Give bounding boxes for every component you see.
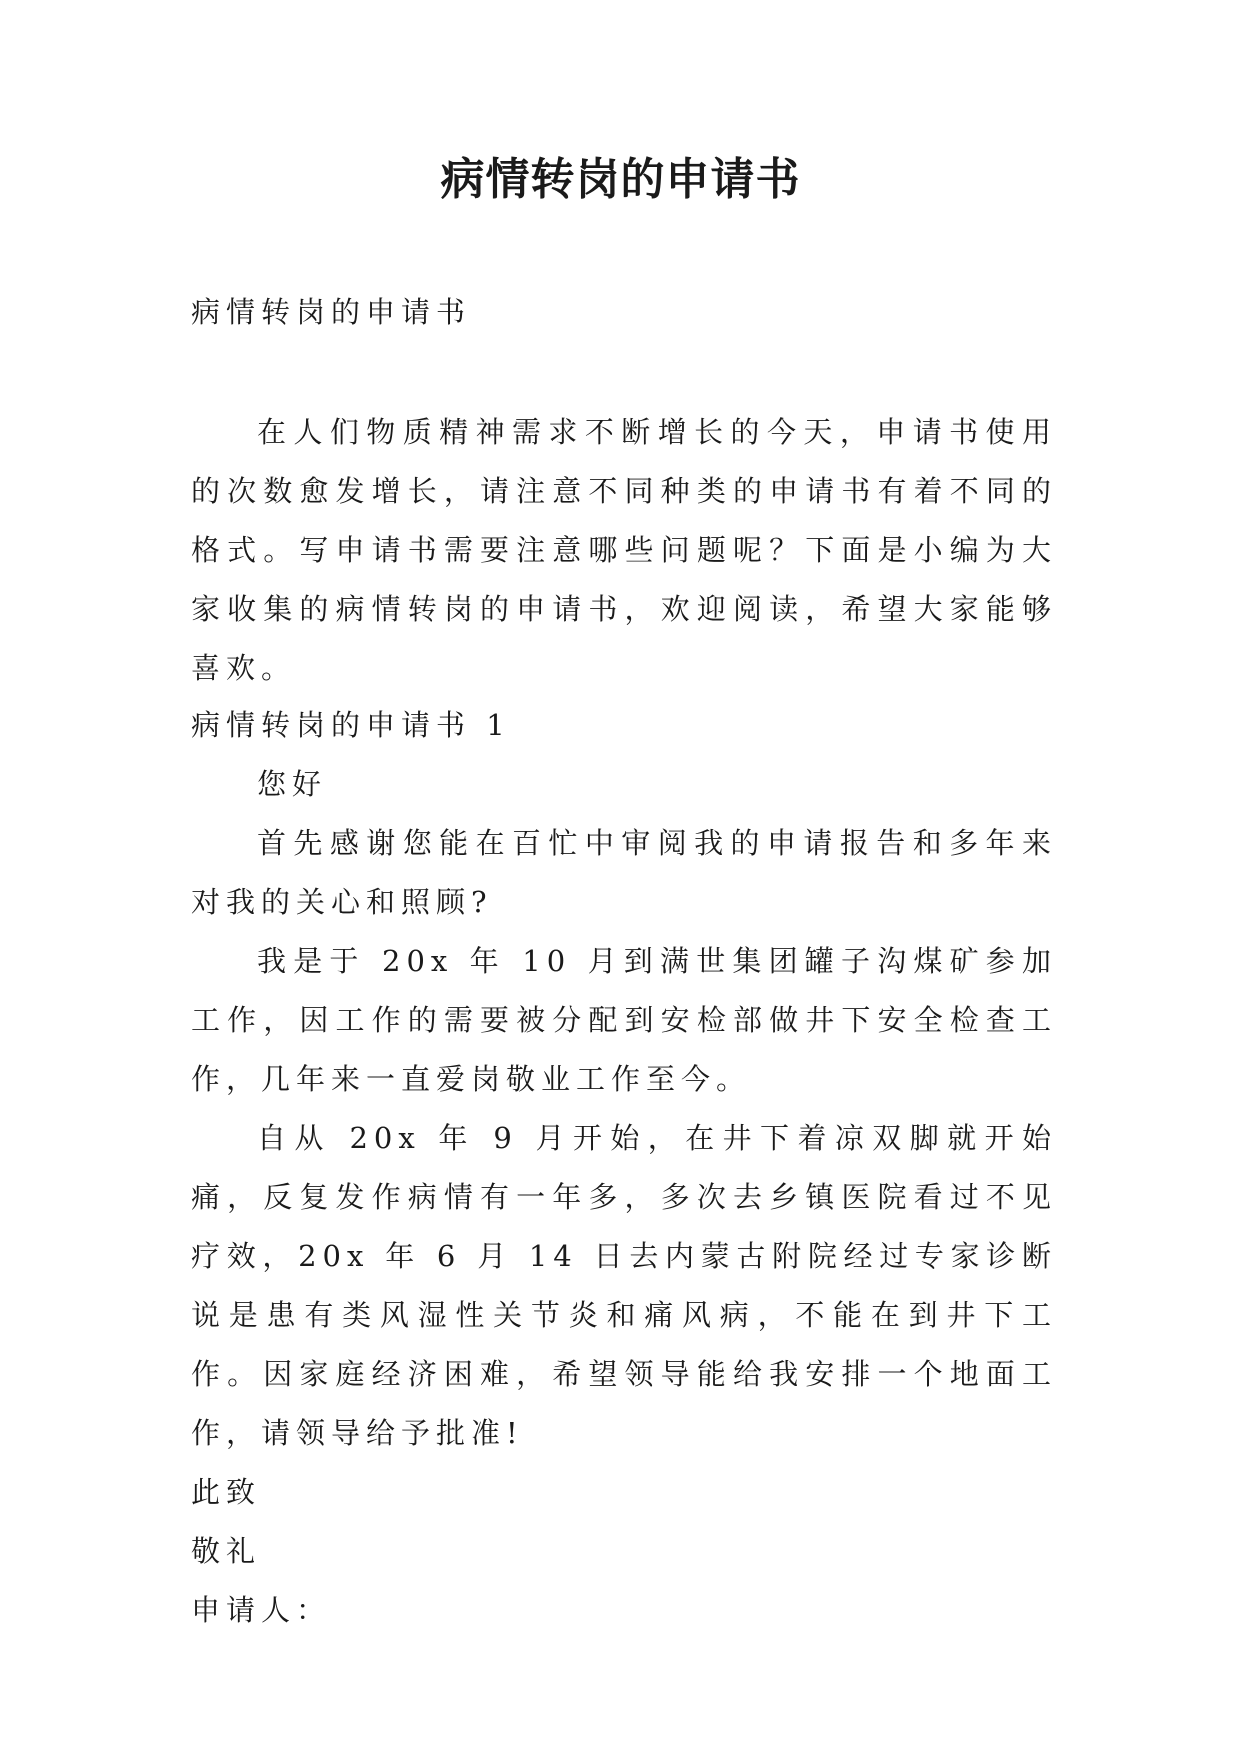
document-title: 病情转岗的申请书 xyxy=(440,154,801,205)
letter-greeting: 您好 xyxy=(257,767,328,801)
letter-closing-1: 此致 xyxy=(191,1475,262,1509)
letter-paragraph-2: 我是于 20x 年 10 月到满世集团罐子沟煤矿参加工作，因工作的需要被分配到安检部做井下安全检查工作，几年来一直爱岗敬业工作至今。 xyxy=(191,944,1057,1096)
letter-section xyxy=(191,696,1057,1640)
intro-section xyxy=(191,403,1057,698)
letter-signature: 申请人： xyxy=(191,1593,332,1627)
letter-paragraph-3: 自从 20x 年 9 月开始，在井下着凉双脚就开始痛，反复发作病情有一年多，多次去乡镇医院看过不见疗效，20x 年 6 月 14 日去内蒙古附院经过专家诊断说是患有类风湿性关节炎和痛风病，不能在到井下工作。因家庭经济困难，希望领导能给我安排一个地面工作，请领导给予批准! xyxy=(191,1121,1057,1450)
intro-paragraph: 在人们物质精神需求不断增长的今天，申请书使用的次数愈发增长，请注意不同种类的申请书有着不同的格式。写申请书需要注意哪些问题呢？下面是小编为大家收集的病情转岗的申请书，欢迎阅读，希望大家能够喜欢。 xyxy=(191,415,1057,685)
document-subtitle xyxy=(191,283,1057,342)
letter-paragraph-1: 首先感谢您能在百忙中审阅我的申请报告和多年来对我的关心和照顾? xyxy=(191,826,1057,919)
subtitle-text: 病情转岗的申请书 xyxy=(191,295,472,329)
letter-heading: 病情转岗的申请书 1 xyxy=(191,708,511,742)
letter-closing-2: 敬礼 xyxy=(191,1534,262,1568)
